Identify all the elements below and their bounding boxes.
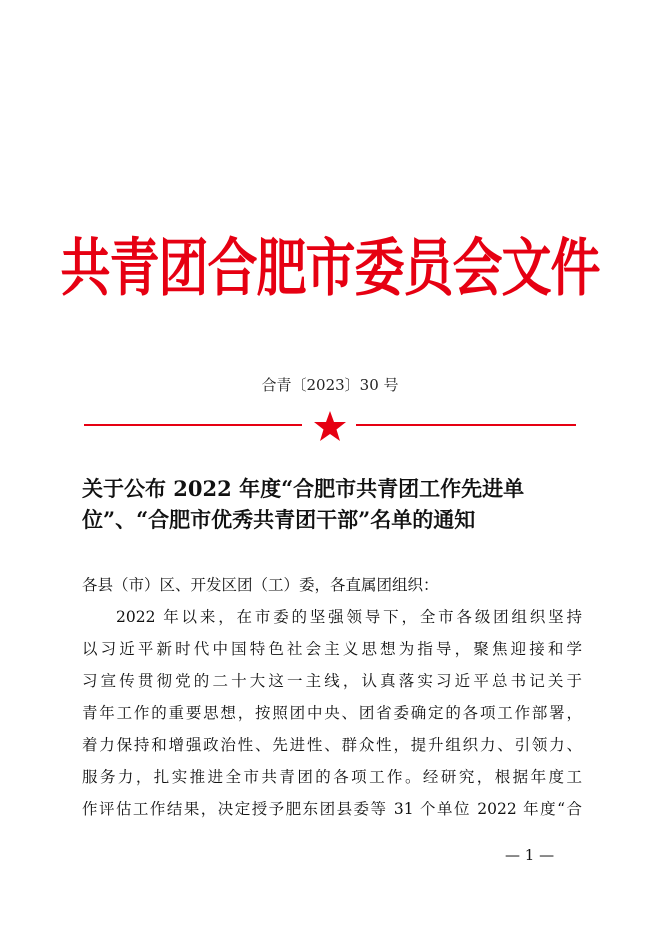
- document-number: 合青〔2023〕30 号: [261, 376, 399, 394]
- divider-line-right: [356, 424, 576, 426]
- body-line: 以习近平新时代中国特色社会主义思想为指导，聚焦迎接和学: [82, 640, 582, 658]
- body-line: 习宣传贯彻党的二十大这一主线，认真落实习近平总书记关于: [82, 672, 582, 690]
- salutation: 各县（市）区、开发区团（工）委，各直属团组织：: [82, 576, 439, 594]
- star-icon: [313, 410, 347, 442]
- notice-title-line: 位”、“合肥市优秀共青团干部”名单的通知: [82, 507, 476, 532]
- notice-title: [82, 473, 582, 535]
- body-line: 2022 年以来，在市委的坚强领导下，全市各级团组织坚持: [116, 608, 582, 626]
- body-line: 服务力，扎实推进全市共青团的各项工作。经研究，根据年度工: [82, 768, 582, 786]
- body-paragraph: [82, 601, 582, 825]
- document-masthead: 共青团合肥市委员会文件: [60, 231, 600, 305]
- page-number: — 1 —: [505, 846, 555, 864]
- notice-title-line: 关于公布 2022 年度“合肥市共青团工作先进单: [82, 476, 525, 501]
- body-line: 青年工作的重要思想，按照团中央、团省委确定的各项工作部署，: [82, 704, 582, 722]
- divider-line-left: [84, 424, 302, 426]
- body-line: 作评估工作结果，决定授予肥东团县委等 31 个单位 2022 年度“合: [82, 800, 582, 818]
- body-line: 着力保持和增强政治性、先进性、群众性，提升组织力、引领力、: [82, 736, 582, 754]
